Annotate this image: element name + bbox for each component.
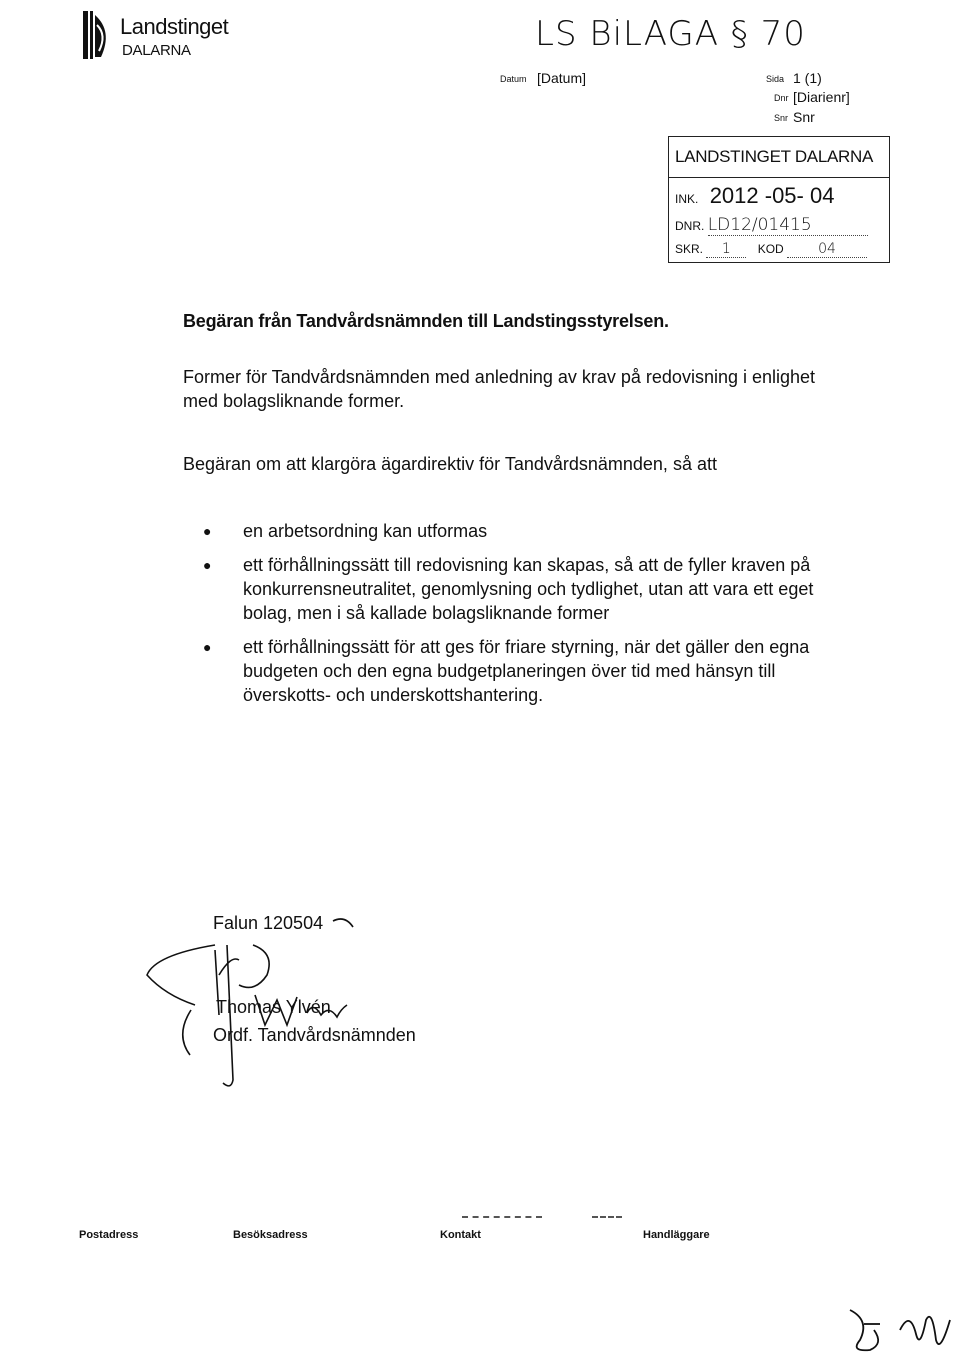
footer-besoksadress: Besöksadress bbox=[233, 1229, 308, 1241]
logo-text: Landstinget bbox=[120, 14, 229, 39]
handwritten-annotation: LS BiLAGA § 70 bbox=[535, 14, 806, 54]
stamp-dnr-label: DNR. bbox=[675, 219, 705, 233]
datum-label: Datum bbox=[500, 74, 527, 84]
registry-stamp bbox=[668, 136, 890, 263]
footer-handlaggare: Handläggare bbox=[643, 1229, 710, 1241]
stamp-kod-label: KOD bbox=[757, 242, 784, 256]
bullet-icon: ● bbox=[203, 523, 212, 539]
initials-scribble bbox=[840, 1300, 960, 1360]
logo-mark bbox=[83, 11, 113, 59]
footer-divider bbox=[462, 1216, 542, 1218]
stamp-ink-date: 2012 -05- 04 bbox=[709, 183, 835, 208]
sida-value: 1 (1) bbox=[793, 70, 822, 86]
signature-place-date: Falun 120504 bbox=[213, 913, 324, 933]
bullet-icon: ● bbox=[203, 557, 212, 573]
snr-value: Snr bbox=[793, 109, 815, 125]
stamp-ink-label: INK. bbox=[675, 192, 699, 206]
signatory-name: Thomas Ylvén bbox=[216, 997, 331, 1017]
footer-kontakt: Kontakt bbox=[440, 1229, 481, 1241]
list-item: ● ett förhållningssätt till redovisning kan skapas, så att de fyller kraven på konkurrensneutralitet, genomlysning och tydlighet, utan att vara ett eget bolag, men i så kallade bolagsliknande former bbox=[203, 555, 814, 623]
dnr-value: [Diarienr] bbox=[793, 89, 850, 105]
letter-request: Begäran om att klargöra ägardirektiv för Tandvårdsnämnden, så att bbox=[183, 454, 717, 474]
request-list bbox=[203, 519, 823, 717]
letter-heading: Begäran från Tandvårdsnämnden till Landstingsstyrelsen. bbox=[183, 311, 669, 331]
datum-value: [Datum] bbox=[537, 70, 587, 86]
list-item: ● en arbetsordning kan utformas bbox=[203, 521, 488, 541]
logo-subtext: DALARNA bbox=[122, 42, 191, 59]
sida-label: Sida bbox=[766, 74, 785, 84]
stamp-kod-value: 04 bbox=[787, 241, 867, 258]
stamp-skr-value: 1 bbox=[706, 241, 746, 258]
signature-block bbox=[213, 909, 416, 1049]
bullet-icon: ● bbox=[203, 639, 212, 655]
list-item: ● ett förhållningssätt för att ges för friare styrning, när det gäller den egna budgeten och den egna budgetplaneringen över tid med hänsyn till överskotts- och underskottshantering. bbox=[203, 637, 810, 705]
stamp-dnr-value: LD12/01415 bbox=[708, 215, 868, 236]
letter-intro: Former för Tandvårdsnämnden med anledning av krav på redovisning i enlighet med bolagsliknande former. bbox=[183, 367, 816, 411]
stamp-title: LANDSTINGET DALARNA bbox=[675, 147, 874, 166]
signatory-role: Ordf. Tandvårdsnämnden bbox=[213, 1025, 416, 1045]
snr-label: Snr bbox=[774, 113, 789, 123]
dnr-label: Dnr bbox=[774, 93, 789, 103]
footer-postadress: Postadress bbox=[79, 1229, 139, 1241]
footer-divider bbox=[592, 1216, 622, 1218]
stamp-skr-label: SKR. bbox=[675, 242, 704, 256]
